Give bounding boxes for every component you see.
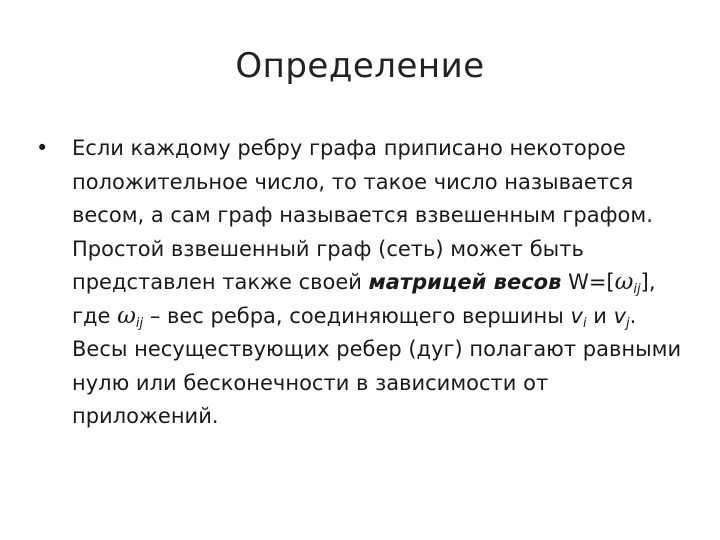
slide-body xyxy=(36,132,692,434)
omega-symbol: ω xyxy=(117,302,136,329)
subscript-ij: ij xyxy=(135,315,144,331)
slide-title: Определение xyxy=(235,46,485,86)
vertex-v-j: v xyxy=(613,303,627,328)
subscript-ij: ij xyxy=(633,282,641,297)
weight-matrix-term: матрицей весов xyxy=(368,270,562,294)
omega-symbol: ω xyxy=(614,269,634,295)
paragraph-text-6: . Весы несуществующих ребер (дуг) полагают равными нулю или бесконечности в зависимости от приложений. xyxy=(72,303,682,428)
paragraph-text-5: и xyxy=(586,303,614,328)
bullet-item xyxy=(36,132,692,434)
definition-paragraph xyxy=(72,132,692,434)
subscript-i: i xyxy=(582,315,587,331)
subscript-j: j xyxy=(626,315,630,331)
bullet-icon: • xyxy=(36,136,49,160)
paragraph-text-3: ], где xyxy=(72,270,656,328)
paragraph-text-1: Если каждому ребру графа приписано некоторое положительное число, то такое число называется весом, а сам граф называется взвешенным графом. Простой взвешенный граф (сеть) может быть представлен также своей xyxy=(72,136,653,294)
paragraph-text-2: W=[ xyxy=(561,270,615,294)
paragraph-text-4: – вес ребра, соединяющего вершины xyxy=(143,303,571,328)
vertex-v-i: v xyxy=(570,303,583,328)
